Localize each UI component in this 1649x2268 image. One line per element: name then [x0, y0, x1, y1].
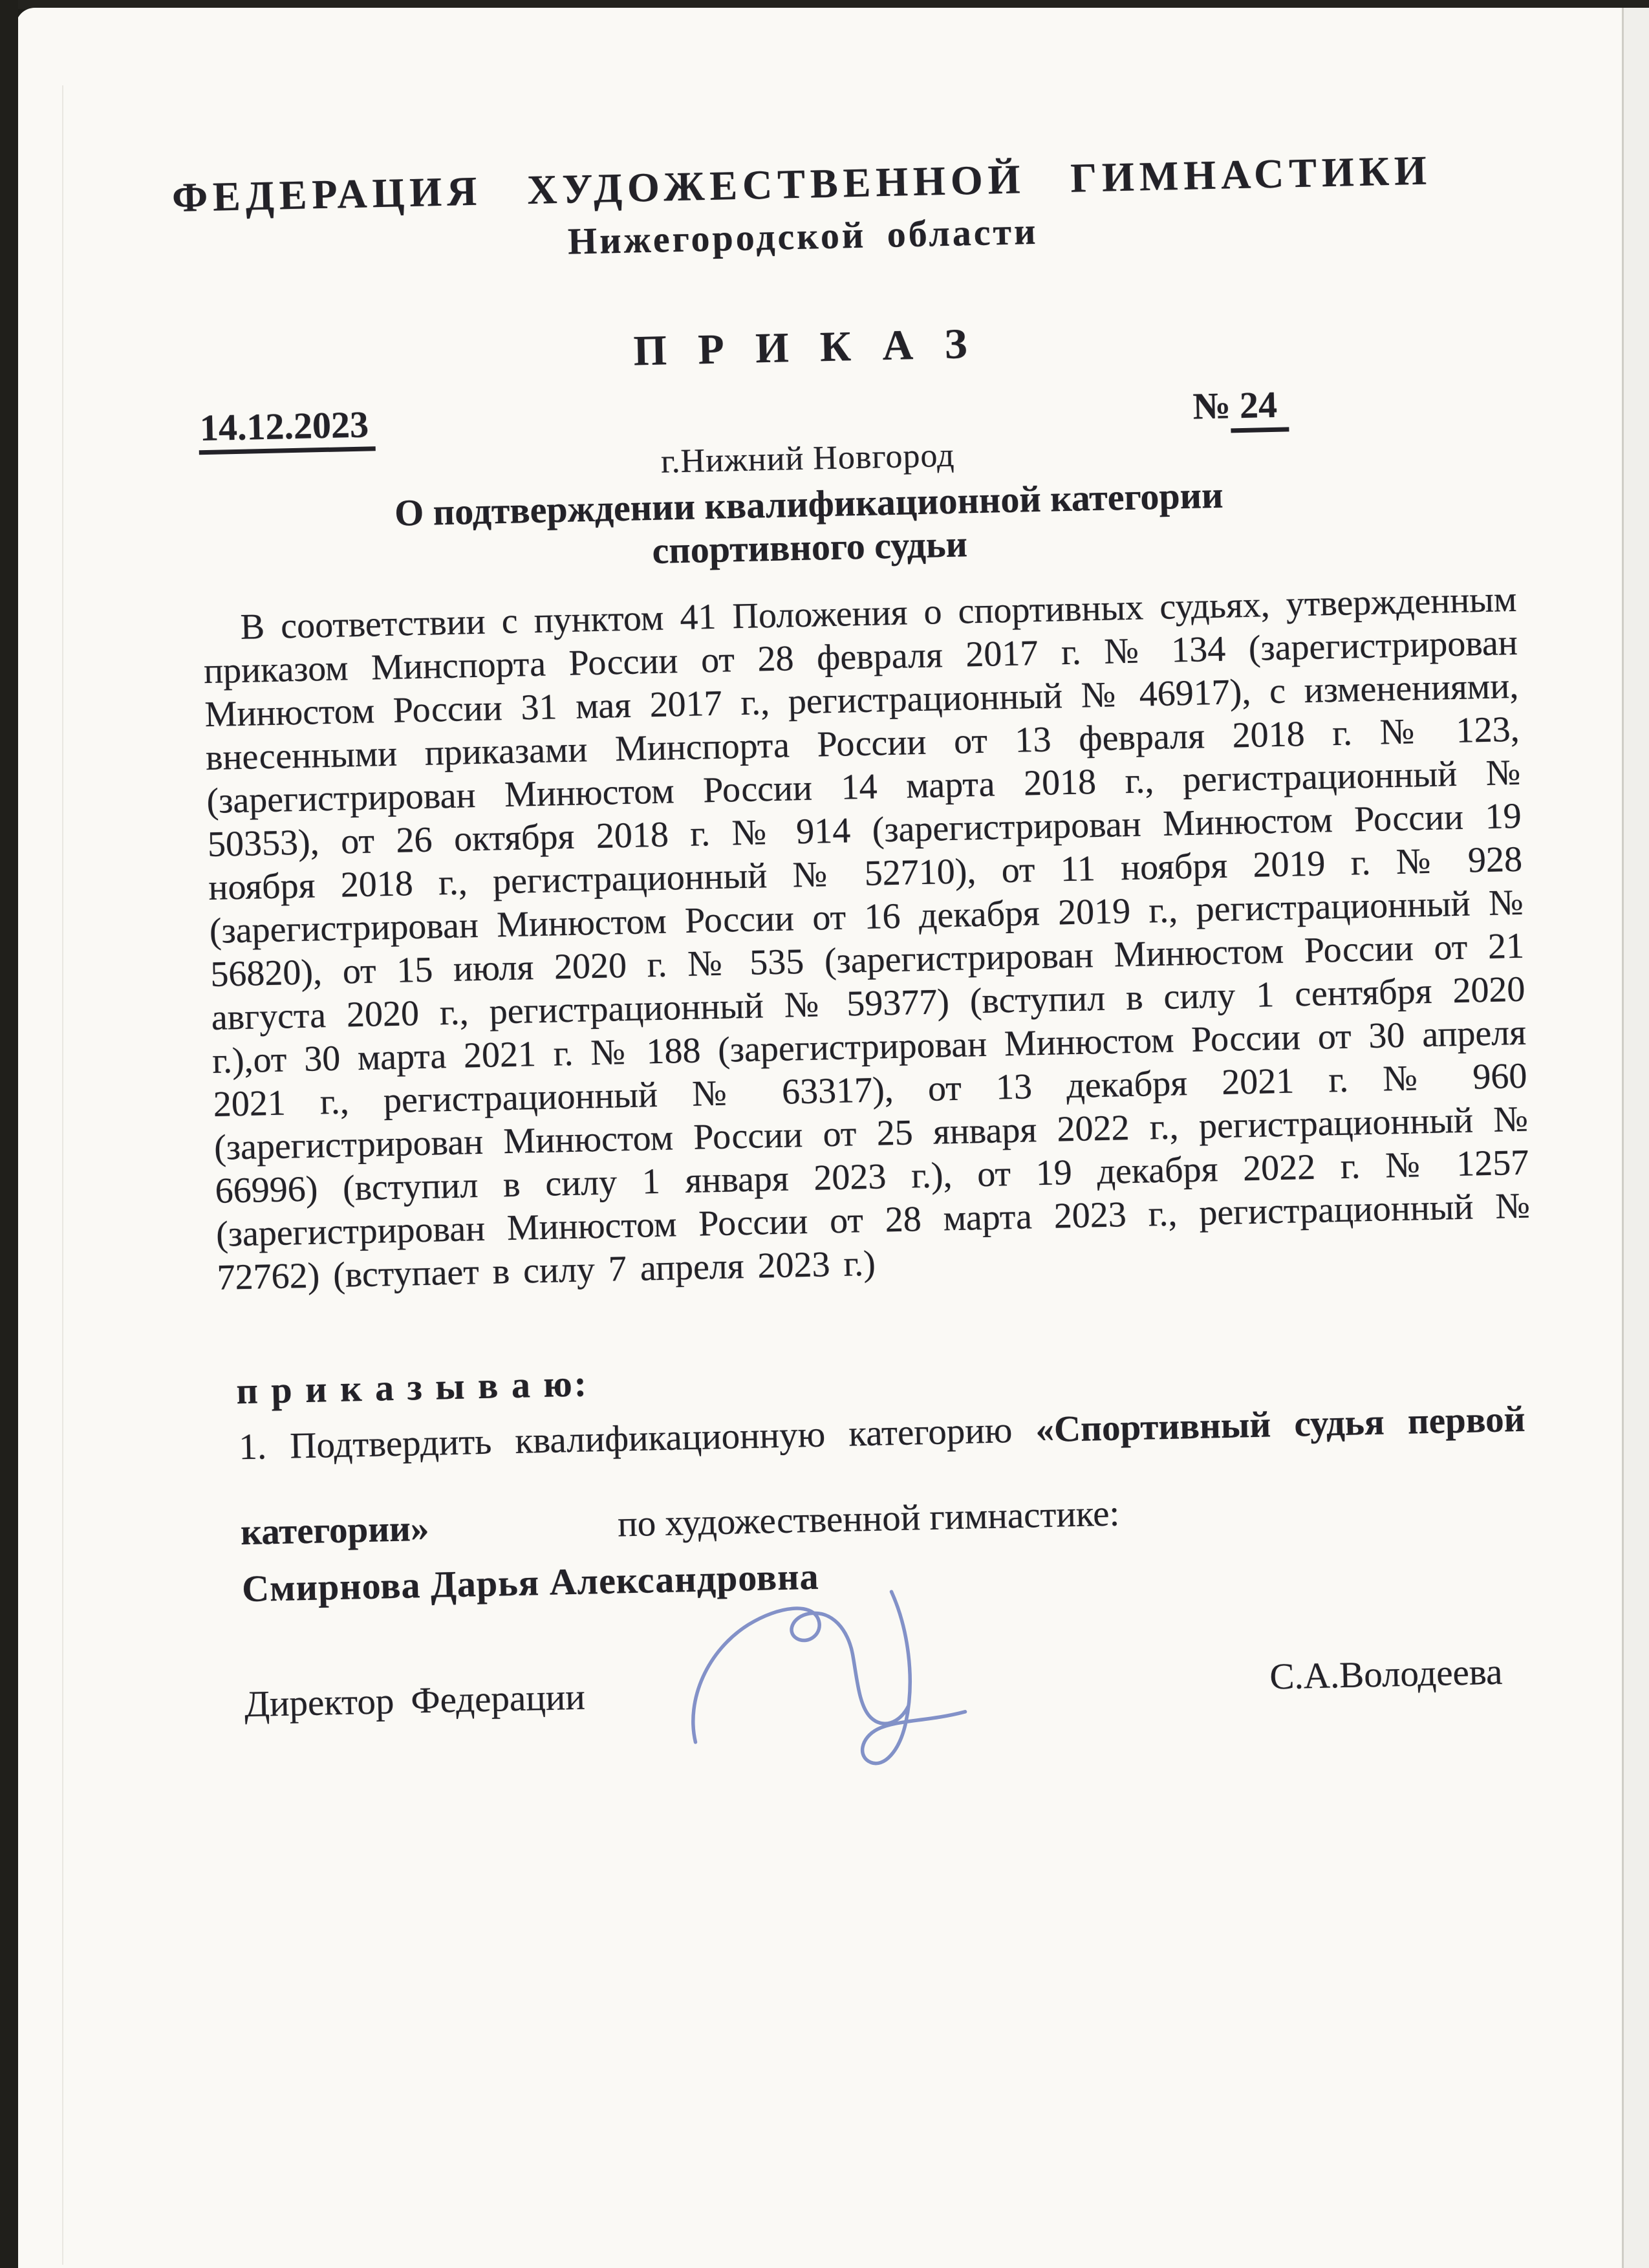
- resolution-item-suffix: по художественной гимнастике:: [617, 1493, 1120, 1545]
- order-preamble: В соответствии с пунктом 41 Положения о спортивных судьях, утвержденным приказом Минспорта России от 28 февраля 2017 г. № 134 (зарегистрирован Минюстом России 31 мая 2017 г., регистрационный № 46917), с изменениями, внесенными приказами Минспорта России от 13 февраля 2018 г. № 123, (зарегистрирован Минюстом России 14 марта 2018 г., регистрационный № 50353), от 26 октября 2018 г. № 914 (зарегистрирован Минюстом России 19 ноября 2018 г., регистрационный № 52710), от 11 ноября 2019 г. № 928 (зарегистрирован Минюстом России от 16 декабря 2019 г., регистрационный № 56820), от 15 июля 2020 г. № 535 (зарегистрирован Минюстом России от 21 августа 2020 г., регистрационный № 59377) (вступил в силу 1 сентября 2020 г.),от 30 марта 2021 г. № 188 (зарегистрирован Минюстом России от 30 апреля 2021 г., регистрационный № 63317), от 13 декабря 2021 г. № 960 (зарегистрирован Минюстом России от 25 января 2022 г., регистрационный № 66996) (вступил в силу 1 января 2023 г.), от 19 декабря 2022 г. № 1257 (зарегистрирован Минюстом России от 28 марта 2023 г., регистрационный № 72762) (вступает в силу 7 апреля 2023 г.): [203, 579, 1531, 1298]
- signer-position: Директор Федерации: [244, 1676, 586, 1725]
- resolution-item-prefix: 1. Подтвердить квалификационную категорию: [238, 1409, 1037, 1468]
- resolution-lead-in: п р и к а з ы в а ю:: [235, 1362, 589, 1412]
- letterhead-organization: ФЕДЕРАЦИЯ ХУДОЖЕСТВЕННОЙ ГИМНАСТИКИ: [171, 147, 1432, 221]
- order-number: [1192, 382, 1289, 433]
- order-subject-line2: спортивного судьи: [651, 523, 968, 572]
- qualification-category-bold-part1: «Спортивный судья первой: [1035, 1398, 1526, 1451]
- athlete-name: Смирнова Дарья Александровна: [241, 1555, 820, 1610]
- order-number-value: 24: [1230, 382, 1289, 433]
- signature-ink: [678, 1582, 986, 1782]
- order-date: [198, 402, 375, 449]
- qualification-category-bold-part2: категории»: [240, 1507, 430, 1553]
- signer-name: С.А.Володеева: [1269, 1651, 1503, 1698]
- resolution-item-line2: [241, 1493, 1120, 1554]
- number-sign: №: [1192, 384, 1231, 427]
- document-type-heading: П Р И К А З: [632, 319, 978, 375]
- order-city: г.Нижний Новгород: [660, 437, 955, 481]
- resolution-item-line1: [239, 1398, 1525, 1468]
- letterhead-region: Нижегородской области: [567, 210, 1039, 263]
- tab-gap: [429, 1536, 618, 1540]
- order-subject-line1: О подтверждении квалификационной категории: [394, 473, 1224, 534]
- order-date-value: 14.12.2023: [198, 403, 376, 455]
